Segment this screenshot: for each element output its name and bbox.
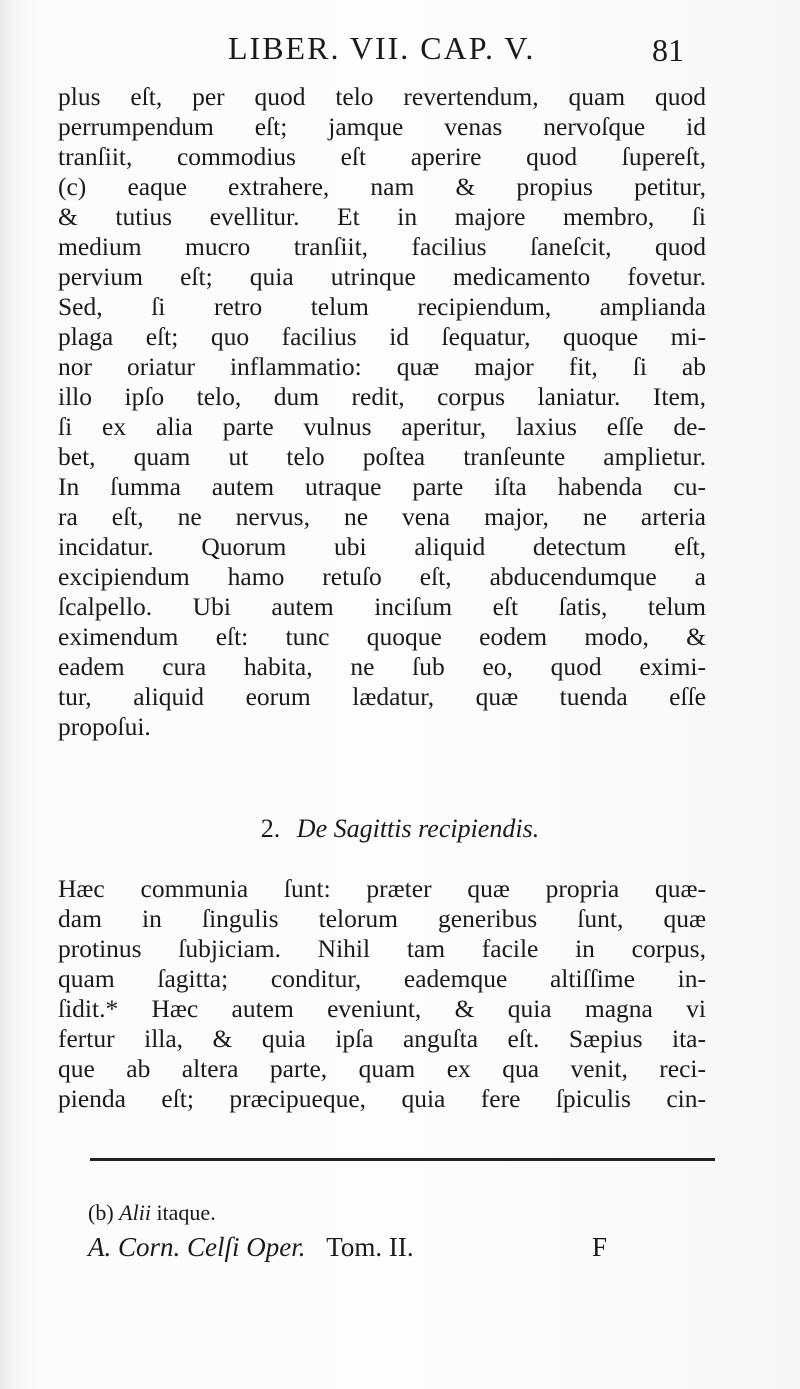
text-line: (c) eaque extrahere, nam & propius petitur, [58,172,706,201]
text-line: dam in ſingulis telorum generibus ſunt, quæ [58,904,706,933]
text-line: plus eſt, per quod telo revertendum, quam quod [58,82,706,111]
footnote-marker: (b) [88,1200,114,1225]
section-text-block [58,874,706,1114]
text-line: propoſui. [58,712,151,741]
text-line: nor oriatur inflammatio: quæ major fit, ſi ab [58,352,706,381]
main-text-block [58,82,706,742]
running-head: LIBER. VII. CAP. V. [228,30,536,66]
section-heading [0,814,800,844]
section-title: De Sagittis recipiendis. [296,814,540,843]
text-line: eximendum eſt: tunc quoque eodem modo, & [58,622,706,651]
text-line: ſcalpello. Ubi autem inciſum eſt ſatis, telum [58,592,706,621]
signature-mark: F [592,1232,608,1262]
imprint-line [88,1232,728,1268]
text-line: pervium eſt; quia utrinque medicamento fovetur. [58,262,706,291]
text-line: bet, quam ut telo poſtea tranſeunte amplietur. [58,442,706,471]
text-line: & tutius evellitur. Et in majore membro, ſi [58,202,706,231]
text-line: medium mucro tranſiit, facilius ſaneſcit, quod [58,232,706,261]
text-line: illo ipſo telo, dum redit, corpus laniatur. Item, [58,382,706,411]
page-number: 81 [652,32,684,68]
text-line: In ſumma autem utraque parte iſta habenda cu- [58,472,706,501]
text-line: tranſiit, commodius eſt aperire quod ſupereſt, [58,142,706,171]
text-line: protinus ſubjiciam. Nihil tam facile in corpus, [58,934,706,963]
footnote-italic-word: Alii [119,1200,151,1225]
text-line: plaga eſt; quo facilius id ſequatur, quoque mi- [58,322,706,351]
text-line: excipiendum hamo retuſo eſt, abducendumque a [58,562,706,591]
text-line: incidatur. Quorum ubi aliquid detectum eſt, [58,532,706,561]
text-line: quam ſagitta; conditur, eademque altiſſime in- [58,964,706,993]
text-line: ra eſt, ne nervus, ne vena major, ne arteria [58,502,706,531]
footnote-text: itaque. [156,1200,216,1225]
text-line: fertur illa, & quia ipſa anguſta eſt. Sæpius ita- [58,1024,706,1053]
page-header [0,28,800,68]
imprint-tome: Tom. II. [326,1232,414,1262]
text-line: pienda eſt; præcipueque, quia fere ſpiculis cin- [58,1084,706,1113]
text-line: que ab altera parte, quam ex qua venit, reci- [58,1054,706,1083]
footnote-divider [90,1158,715,1161]
footnote [88,1200,216,1226]
text-line: Hæc communia ſunt: præter quæ propria quæ- [58,874,706,903]
text-line: ſi ex alia parte vulnus aperitur, laxius eſſe de- [58,412,706,441]
text-line: eadem cura habita, ne ſub eo, quod eximi- [58,652,706,681]
imprint-title: A. Corn. Celſi Oper. [88,1232,306,1262]
text-line: Sed, ſi retro telum recipiendum, amplianda [58,292,706,321]
section-number: 2. [260,814,281,843]
text-line: perrumpendum eſt; jamque venas nervoſque id [58,112,706,141]
text-line: ſidit.* Hæc autem eveniunt, & quia magna vi [58,994,706,1023]
text-line: tur, aliquid eorum lædatur, quæ tuenda eſſe [58,682,706,711]
